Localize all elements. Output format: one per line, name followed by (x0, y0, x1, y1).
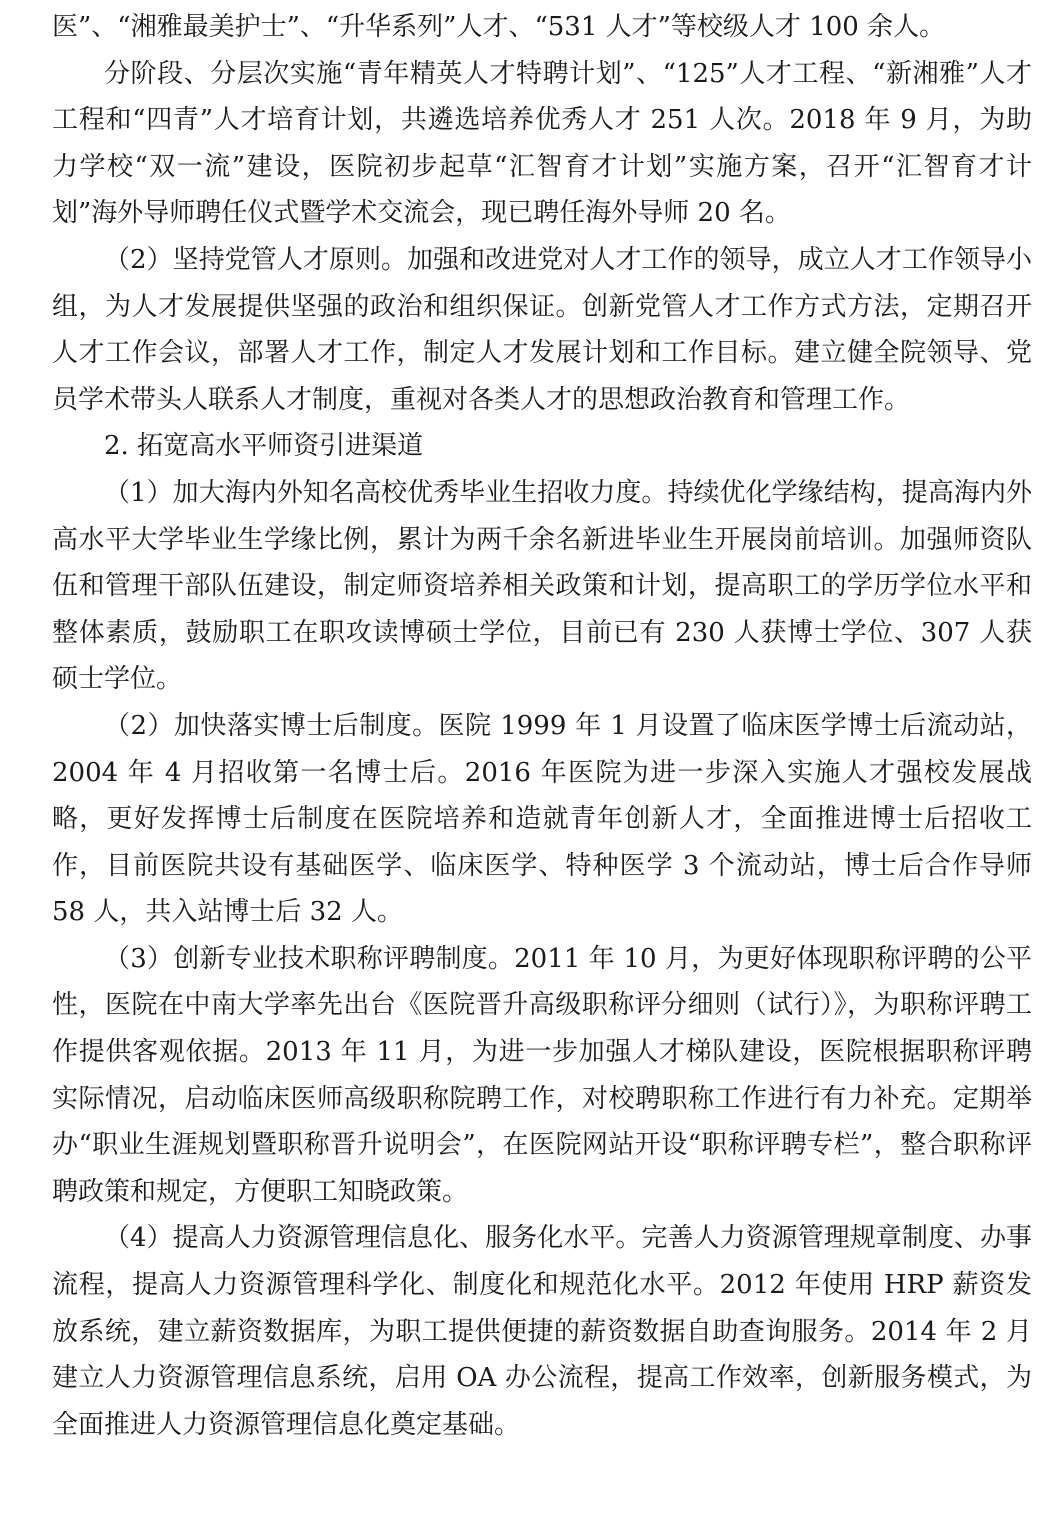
paragraph-postdoc-system: （2）加快落实博士后制度。医院 1999 年 1 月设置了临床医学博士后流动站，2004 年 4 月招收第一名博士后。2016 年医院为进一步深入实施人才强校发展战略，更好发挥博士后制度在医院培养和造就青年创新人才，全面推进博士后招收工作，目前医院共设有基础医学、临床医学、特种医学 3 个流动站，博士后合作导师 58 人，共入站博士后 32 人。 (52, 710, 1032, 928)
paragraph-graduate-recruitment: （1）加大海内外知名高校优秀毕业生招收力度。持续优化学缘结构，提高海内外高水平大学毕业生学缘比例，累计为两千余名新进毕业生开展岗前培训。加强师资队伍和管理干部队伍建设，制定师资培养相关政策和计划，提高职工的学历学位水平和整体素质，鼓励职工在职攻读博硕士学位，目前已有 230 人获博士学位、307 人获硕士学位。 (52, 477, 1032, 695)
paragraph-title-evaluation: （3）创新专业技术职称评聘制度。2011 年 10 月，为更好体现职称评聘的公平性，医院在中南大学率先出台《医院晋升高级职称评分细则（试行）》，为职称评聘工作提供客观依据。2013 年 11 月，为进一步加强人才梯队建设，医院根据职称评聘实际情况，启动临床医师高级职称院聘工作，对校聘职称工作进行有力补充。定期举办“职业生涯规划暨职称晋升说明会”，在医院网站开设“职称评聘专栏”，整合职称评聘政策和规定，方便职工知晓政策。 (52, 943, 1032, 1207)
paragraph-continuation: 医”、“湘雅最美护士”、“升华系列”人才、“531 人才”等校级人才 100 余人。 (52, 12, 946, 42)
section-heading-faculty-recruitment: 2. 拓宽高水平师资引进渠道 (104, 431, 424, 462)
paragraph-party-talent-principle: （2）坚持党管人才原则。加强和改进党对人才工作的领导，成立人才工作领导小组，为人才发展提供坚强的政治和组织保证。创新党管人才工作方式方法，定期召开人才工作会议，部署人才工作，制定人才发展计划和工作目标。建立健全院领导、党员学术带头人联系人才制度，重视对各类人才的思想政治教育和管理工作。 (52, 244, 1032, 415)
paragraph-hr-informatization: （4）提高人力资源管理信息化、服务化水平。完善人力资源管理规章制度、办事流程，提高人力资源管理科学化、制度化和规范化水平。2012 年使用 HRP 薪资发放系统，建立薪资数据库，为职工提供便捷的薪资数据自助查询服务。2014 年 2 月建立人力资源管理信息系统，启用 OA 办公流程，提高工作效率，创新服务模式，为全面推进人力资源管理信息化奠定基础。 (52, 1223, 1032, 1440)
paragraph-talent-programs: 分阶段、分层次实施“青年精英人才特聘计划”、“125”人才工程、“新湘雅”人才工程和“四青”人才培育计划，共遴选培养优秀人才 251 人次。2018 年 9 月，为助力学校“双一流”建设，医院初步起草“汇智育才计划”实施方案，召开“汇智育才计划”海外导师聘任仪式暨学术交流会，现已聘任海外导师 20 名。 (52, 58, 1032, 229)
document-page (52, 4, 1032, 1448)
